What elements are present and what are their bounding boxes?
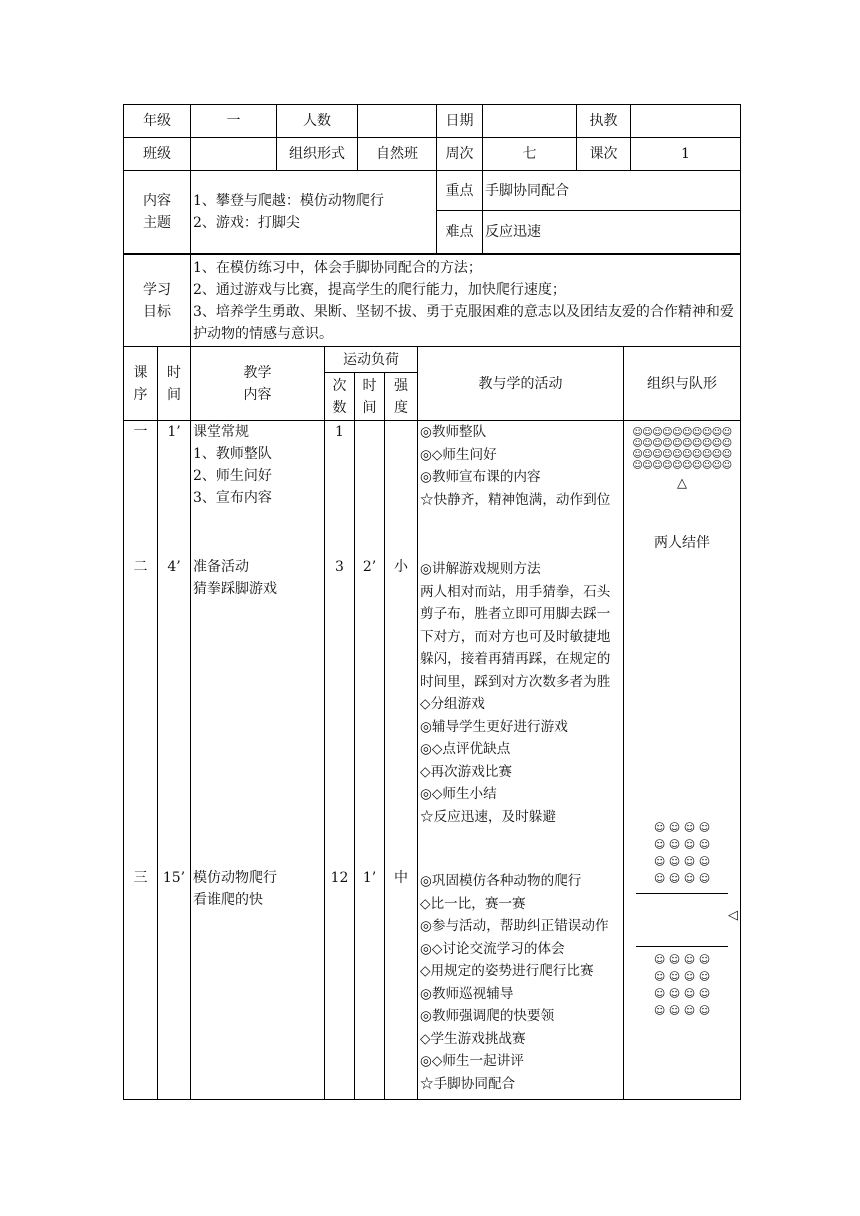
key-value: 手脚协同配合 (483, 171, 741, 211)
duration-cell (355, 421, 385, 1100)
intensity-1 (385, 421, 417, 443)
count-1: 1 (335, 424, 344, 440)
lesson-value: 1 (631, 138, 741, 171)
student-row: ☺☺☺☺☺☺☺☺☺☺ (632, 449, 732, 460)
student-row: ☺☺☺☺☺☺☺☺☺☺ (632, 460, 732, 471)
goals-text: 1、在模仿练习中，体会手脚协同配合的方法； 2、通过游戏与比赛，提高学生的爬行能力，加快爬行速度； 3、培养学生勇敢、果断、坚韧不拔、勇于克服困难的意志以及团结友爱的合作精神和爱护动物的情感与意识。 (191, 255, 741, 347)
lesson-info-table (123, 104, 741, 254)
class-label: 班级 (124, 138, 191, 171)
dur-1 (355, 421, 384, 443)
time-3: 15’ (162, 870, 186, 886)
activity-3: ◎巩固模仿各种动物的爬行 ◇比一比，赛一赛 ◎参与活动，帮助纠正错误动作 ◎◇讨论交流学习的体会 ◇用规定的姿势进行爬行比赛 ◎教师巡视辅导 ◎教师强调爬的快要领 ◇学生游戏挑战赛 ◎◇师生一起讲评 ☆手脚协同配合 (420, 873, 609, 1092)
difficulty-label: 难点 (437, 211, 483, 254)
grade-label: 年级 (124, 105, 191, 138)
date-value (483, 105, 577, 138)
content-cell (191, 421, 325, 1100)
dur-2: 2’ (362, 559, 377, 575)
intensity-3: 中 (394, 870, 408, 886)
student-pair-row: ☺ ☺ ☺ ☺ (653, 838, 711, 851)
formation-2: 两人结伴 (654, 535, 710, 551)
teacher-label: 执教 (577, 105, 631, 138)
count-label: 人数 (277, 105, 358, 138)
week-label: 周次 (437, 138, 483, 171)
grade-value: 一 (191, 105, 277, 138)
goals-table (123, 254, 741, 347)
content-3: 模仿动物爬行 看谁爬的快 (193, 870, 277, 908)
activity-cell (418, 421, 624, 1100)
student-pair-row: ☺ ☺ ☺ ☺ (653, 953, 711, 966)
org-value: 自然班 (358, 138, 437, 171)
student-row: ☺☺☺☺☺☺☺☺☺☺ (632, 427, 732, 438)
count-3: 12 (330, 870, 349, 886)
student-pair-row: ☺ ☺ ☺ ☺ (653, 821, 711, 834)
col-content: 教学 内容 (191, 347, 325, 421)
order-1: 一 (133, 424, 148, 440)
col-activity: 教与学的活动 (418, 347, 624, 421)
formation-cell (624, 421, 741, 1100)
activity-1: ◎教师整队 ◎◇师生问好 ◎教师宣布课的内容 ☆快静齐，精神饱满，动作到位 (420, 424, 611, 508)
time-cell (158, 421, 191, 1100)
teacher-left-triangle-icon: ◁ (728, 908, 738, 923)
col-duration: 时 间 (355, 373, 385, 421)
goals-label: 学习 目标 (124, 255, 191, 347)
col-order: 课 序 (124, 347, 158, 421)
count-2: 3 (335, 559, 344, 575)
teacher-value (631, 105, 741, 138)
key-label: 重点 (437, 171, 483, 211)
col-org: 组织与队形 (624, 347, 741, 421)
topic-label: 内容 主题 (124, 171, 191, 254)
content-2: 准备活动 猜拳踩脚游戏 (193, 559, 277, 597)
order-cell (124, 421, 158, 1100)
student-pair-row: ☺ ☺ ☺ ☺ (653, 872, 711, 885)
activity-2: ◎讲解游戏规则方法 两人相对而站，用手猜拳，石头 剪子布，胜者立即可用脚去踩一 下对方，而对方也可及时敏捷地 躲闪，接着再猜再踩，在规定的 时间里，踩到对方次数多者为胜 ◇分组游戏 ◎辅导学生更好进行游戏 ◎◇点评优缺点 ◇再次游戏比赛 ◎◇师生小结 ☆反应迅速，及时躲避 (420, 561, 611, 825)
count-cell (325, 421, 355, 1100)
org-label: 组织形式 (277, 138, 358, 171)
count-value (358, 105, 437, 138)
col-time: 时 间 (158, 347, 191, 421)
col-load: 运动负荷 (325, 347, 418, 373)
student-pair-row: ☺ ☺ ☺ ☺ (653, 1004, 711, 1017)
time-1: 1’ (167, 424, 181, 440)
time-2: 4’ (167, 559, 181, 575)
dur-3: 1’ (362, 870, 377, 886)
teacher-triangle-icon: △ (677, 476, 687, 491)
intensity-cell (385, 421, 418, 1100)
col-intensity: 强 度 (385, 373, 418, 421)
order-2: 二 (133, 559, 148, 575)
difficulty-value: 反应迅速 (483, 211, 741, 254)
student-row: ☺☺☺☺☺☺☺☺☺☺ (632, 438, 732, 449)
date-label: 日期 (437, 105, 483, 138)
order-3: 三 (133, 870, 148, 886)
formation-3 (624, 554, 740, 1019)
intensity-2: 小 (394, 559, 408, 575)
content-1: 课堂常规 1、教师整队 2、师生问好 3、宣布内容 (193, 424, 272, 506)
topic-text: 1、攀登与爬越：模仿动物爬行 2、游戏：打脚尖 (191, 171, 437, 254)
class-value (191, 138, 277, 171)
lesson-label: 课次 (577, 138, 631, 171)
formation-1 (624, 421, 740, 491)
week-value: 七 (483, 138, 577, 171)
student-pair-row: ☺ ☺ ☺ ☺ (653, 855, 711, 868)
student-pair-row: ☺ ☺ ☺ ☺ (653, 970, 711, 983)
plan-table (123, 346, 741, 1100)
student-pair-row: ☺ ☺ ☺ ☺ (653, 987, 711, 1000)
col-count: 次 数 (325, 373, 355, 421)
